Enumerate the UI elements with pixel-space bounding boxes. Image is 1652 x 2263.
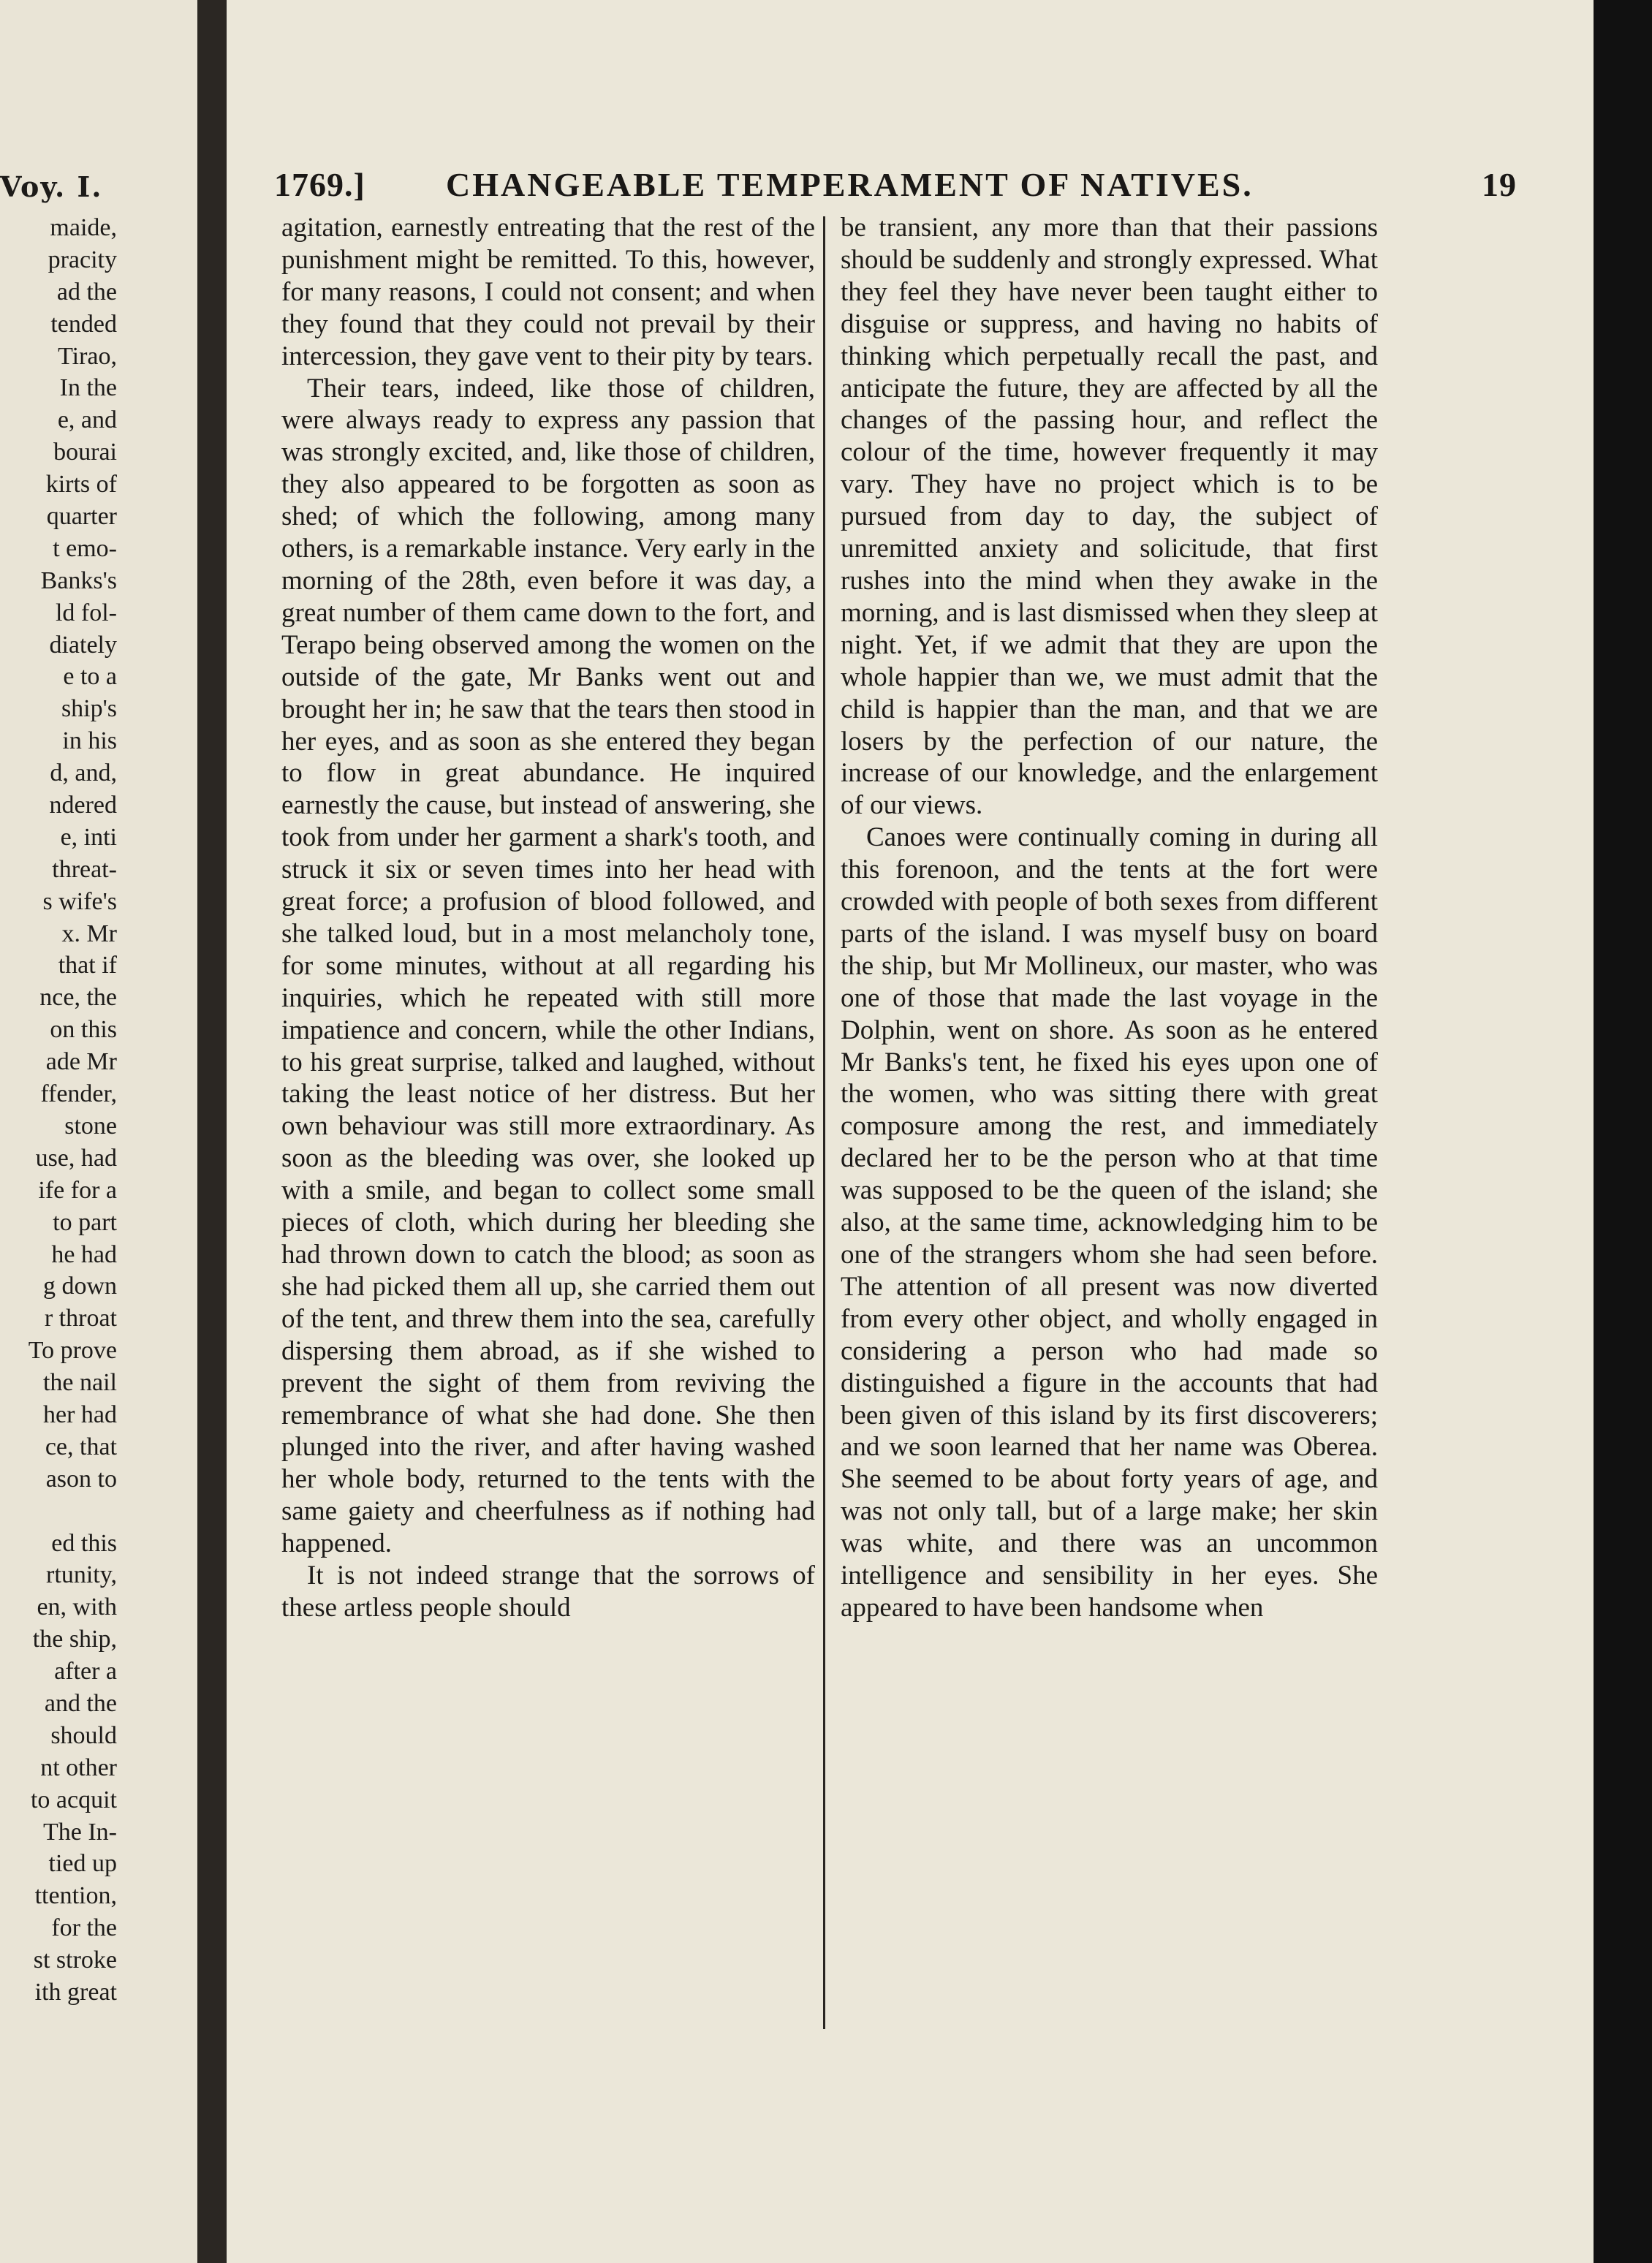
- previous-page-line: ld fol-: [55, 599, 117, 626]
- previous-page-line: the ship,: [32, 1626, 117, 1653]
- previous-page-line: [0, 1496, 117, 1528]
- previous-page-line: Tirao,: [58, 342, 117, 370]
- previous-page-line: for the: [51, 1914, 117, 1942]
- left-text-column: [281, 212, 815, 1624]
- previous-page-line: he had: [51, 1240, 117, 1268]
- book-page: [227, 0, 1594, 2263]
- previous-page-line: should: [50, 1721, 117, 1749]
- previous-page-line: rtunity,: [46, 1561, 117, 1589]
- previous-page-line: The In-: [42, 1818, 117, 1846]
- previous-page-line: the nail: [42, 1369, 117, 1397]
- previous-page-line: bourai: [53, 439, 117, 466]
- paragraph: Their tears, indeed, like those of children, were always ready to express any passion that was strongly excited, and, like those of children, they also appeared to be forgotten as soon as shed; of which the following, among many others, is a remarkable instance. Very early in the morning of the 28th, even before it was day, a great number of them came down to the fort, and Terapo being observed among the women on the outside of the gate, Mr Banks went out and brought her in; he saw that the tears then stood in her eyes, and as soon as she entered they began to flow in great abundance. He inquired earnestly the cause, but instead of answering, she took from under her garment a shark's tooth, and struck it six or seven times into her head with great force; a profusion of blood followed, and she talked loud, but in a most melancholy tone, for some minutes, without at all regarding his inquiries, which he repeated with still more impatience and concern, while the other Indians, to his great surprise, talked and laughed, without taking the least notice of her distress. But her own behaviour was still more extraordinary. As soon as the bleeding was over, she looked up with a smile, and began to collect some small pieces of cloth, which during her bleeding she had thrown down to catch the blood; as soon as she had picked them all up, she carried them out of the tent, and threw them into the sea, carefully dispersing them abroad, as if she wished to prevent the sight of them from reviving the remembrance of what she had done. She then plunged into the river, and after having washed her whole body, returned to the tents with the same gaiety and cheerfulness as if nothing had happened.: [281, 373, 815, 1559]
- previous-page-line: ce, that: [45, 1433, 117, 1460]
- previous-page-line: to part: [53, 1208, 117, 1236]
- paragraph: be transient, any more than that their passions should be suddenly and strongly expressed. What they feel they have never been taught either to disguise or suppress, and having no habits of thinking which perpetually recall the past, and anticipate the future, they are affected by all the changes of the passing hour, and reflect the colour of the time, however frequently it may vary. They have no project which is to be pursued from day to day, the subject of unremitted anxiety and solicitude, that first rushes into the mind when they awake in the morning, and is last dismissed when they sleep at night. Yet, if we admit that they are upon the whole happier than we, we must admit that the child is happier than the man, and that we are losers by the perfection of our nature, the increase of our knowledge, and the enlargement of our views.: [841, 213, 1378, 821]
- paragraph: agitation, earnestly entreating that the rest of the punishment might be remitted. To this, however, for many reasons, I could not consent; and when they found that they could not prevail by their intercession, they gave vent to their pity by tears.: [281, 213, 815, 371]
- header-year: 1769.]: [274, 166, 365, 203]
- previous-page-line: st stroke: [33, 1947, 117, 1974]
- page-number: 19: [1482, 166, 1517, 203]
- previous-page-line: and the: [44, 1689, 117, 1717]
- previous-page-line: tended: [50, 310, 117, 338]
- previous-page-line: nce, the: [39, 984, 117, 1012]
- previous-page-line: in his: [62, 727, 117, 755]
- previous-page-line: e to a: [63, 663, 117, 691]
- previous-page-line: Banks's: [40, 566, 117, 594]
- previous-page-text-column: [0, 212, 117, 2009]
- previous-page-line: threat-: [52, 855, 117, 883]
- previous-page-line: ttention,: [34, 1882, 117, 1910]
- paragraph: Canoes were continually coming in during all this forenoon, and the tents at the fort were crowded with people of both sexes from different parts of the island. I was myself busy on board the ship, but Mr Mollineux, our master, who was one of those that made the last voyage in the Dolphin, went on shore. As soon as he entered Mr Banks's tent, he fixed his eyes upon one of the women, who was sitting there with great composure among the rest, and immediately declared her to be the person who at that time was supposed to be the queen of the island; she also, at the same time, acknowledging him to be one of the strangers whom she had seen before. The attention of all present was now diverted from every other object, and wholly engaged in considering a person who had made so distinguished a figure in the accounts that had been given of this island by its first discoverers; and we soon learned that her name was Oberea. She seemed to be about forty years of age, and was not only tall, but of a large make; her skin was white, and there was an uncommon intelligence and sensibility in her eyes. She appeared to have been handsome when: [841, 822, 1378, 1623]
- previous-page-line: t emo-: [53, 534, 117, 562]
- book-binding-gutter: [197, 0, 227, 2263]
- previous-page-line: g down: [42, 1273, 117, 1300]
- previous-page-line: to acquit: [30, 1786, 117, 1813]
- previous-page-line: quarter: [46, 503, 117, 531]
- previous-page-line: after a: [54, 1658, 117, 1686]
- previous-page-line: kirts of: [45, 471, 117, 499]
- previous-page-line: To prove: [28, 1337, 117, 1365]
- previous-page-line: pracity: [48, 246, 117, 273]
- previous-page-line: s wife's: [42, 887, 117, 915]
- previous-page-line: stone: [64, 1112, 117, 1140]
- previous-page-line: e, and: [57, 406, 117, 434]
- right-text-column: [841, 212, 1378, 1624]
- column-divider-rule: [823, 216, 825, 2029]
- previous-page-line: diately: [49, 631, 117, 659]
- previous-page-line: that if: [58, 952, 117, 979]
- previous-page-line: ad the: [56, 278, 117, 306]
- previous-page-line: ith great: [34, 1978, 117, 2006]
- running-header: [274, 165, 1517, 209]
- scan-dark-edge: [1594, 0, 1652, 2263]
- previous-page-line: ffender,: [40, 1080, 117, 1108]
- paragraph: It is not indeed strange that the sorrows of these artless people should: [281, 1561, 815, 1623]
- previous-page-line: on this: [50, 1016, 117, 1044]
- previous-page-line: r throat: [44, 1305, 117, 1333]
- previous-page-line: ife for a: [38, 1176, 117, 1204]
- previous-page-line: e, inti: [60, 823, 117, 851]
- previous-page-line: ason to: [45, 1465, 117, 1493]
- previous-page-line: ade Mr: [45, 1048, 117, 1076]
- previous-page-line: ed this: [51, 1529, 117, 1557]
- previous-page-line: x. Mr: [61, 920, 117, 947]
- header-title: CHANGEABLE TEMPERAMENT OF NATIVES.: [446, 166, 1254, 203]
- previous-page-line: ndered: [49, 792, 117, 819]
- previous-page-line: d, and,: [50, 759, 117, 787]
- previous-page-line: ship's: [61, 695, 117, 723]
- previous-page-line: her had: [42, 1400, 117, 1428]
- previous-page-line: en, with: [37, 1593, 117, 1621]
- previous-page-line: nt other: [40, 1754, 117, 1781]
- previous-page-running-head: Voy. I.: [0, 170, 103, 203]
- previous-page-line: tied up: [48, 1850, 117, 1878]
- previous-page-line: In the: [59, 374, 117, 402]
- previous-page-line: use, had: [35, 1144, 117, 1172]
- previous-page-line: maide,: [50, 214, 117, 241]
- previous-page-fragment: [0, 0, 197, 2263]
